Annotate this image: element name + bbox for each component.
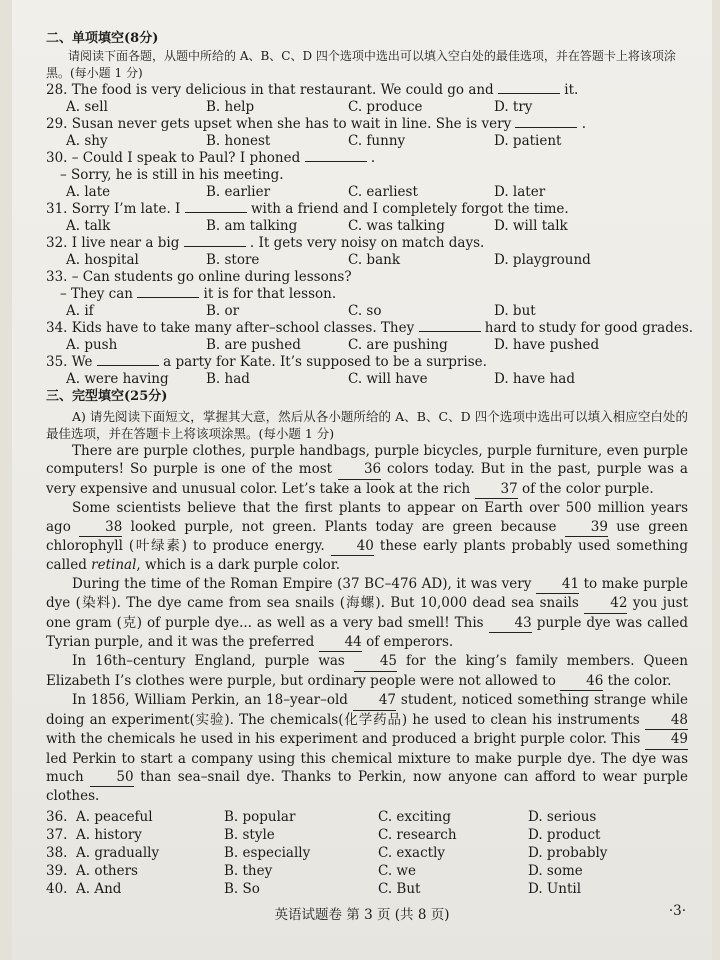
cloze-number: 36. [46, 808, 68, 825]
question-text: 32. I live near a big [46, 235, 184, 251]
option: B. honest [206, 133, 271, 149]
answer-blank [97, 365, 159, 366]
question-text: 33. – Can students go online during lessons? [46, 269, 352, 285]
question-stem-line2 [46, 286, 688, 303]
option: B. or [206, 303, 240, 319]
question-item [46, 235, 688, 269]
option: D. product [528, 826, 601, 843]
question-stem [46, 201, 688, 218]
cloze-number: 40. [46, 880, 68, 897]
option: B. they [224, 862, 273, 879]
answer-blank [185, 212, 247, 213]
question-text: 29. Susan never gets upset when she has to wait in line. She is very [46, 116, 516, 132]
option: C. funny [348, 133, 406, 149]
option: D. Until [528, 880, 582, 897]
passage-paragraph: During the time of the Roman Empire (37 BC–476 AD), it was very 41 to make purple dye (染料). The dye came from sea snails (海螺). But 10,000 dead sea snails 42 you just one gram (克) of purple dye... as well as a very bad smell! This 43 purple dye was called Tyrian purple, and it was the preferred 44 of emperors. [46, 575, 688, 653]
option: A. peaceful [76, 808, 153, 825]
answer-blank [419, 331, 481, 332]
option-row [46, 337, 688, 354]
option: D. later [494, 184, 546, 200]
question-text-after: with a friend and I completely forgot the time. [246, 201, 569, 217]
question-stem [46, 82, 688, 99]
option: C. we [378, 862, 416, 879]
option: B. am talking [206, 218, 298, 234]
answer-blank [305, 161, 367, 162]
passage-paragraph: In 16th–century England, purple was 45 for the king’s family members. Queen Elizabeth I’s clothes were purple, but ordinary people were not allowed to 46 the color. [46, 652, 688, 691]
question-text-after: . [366, 150, 376, 166]
question-item [46, 269, 688, 320]
question-stem-line2 [46, 167, 688, 184]
option: B. earlier [206, 184, 271, 200]
passage-paragraphs [46, 442, 688, 806]
question-stem [46, 354, 688, 371]
question-stem [46, 235, 688, 252]
option: C. so [348, 303, 382, 319]
question-stem [46, 320, 694, 337]
option: B. So [224, 880, 260, 897]
option: B. had [206, 371, 250, 387]
option: D. will talk [494, 218, 568, 234]
option: C. bank [348, 252, 400, 268]
passage-paragraph: In 1856, William Perkin, an 18–year–old 47 student, noticed something strange while doing an experiment(实验). The chemicals(化学药品) he used to clean his instruments 48 with the chemicals he used in his experiment and produced a bright purple color. This 49 led Perkin to start a company using this chemical mixture to make purple dye. The dye was much 50 than sea–snail dye. Thanks to Perkin, now anyone can afford to wear purple clothes. [46, 692, 688, 805]
cloze-option-row [46, 862, 688, 880]
answer-blank [184, 246, 246, 247]
option: D. have pushed [494, 337, 600, 353]
option: A. push [66, 337, 118, 353]
answer-blank [498, 93, 560, 94]
exam-page [12, 0, 712, 960]
option: D. some [528, 862, 583, 879]
cloze-blank: 45 [354, 652, 397, 671]
cloze-blank: 46 [560, 672, 603, 691]
option: A. were having [66, 371, 169, 387]
option: A. history [76, 826, 142, 843]
question-item [46, 201, 688, 235]
option-row [46, 371, 688, 388]
cloze-blank: 50 [90, 768, 133, 787]
option: B. especially [224, 844, 311, 861]
option: A. talk [66, 218, 111, 234]
italic-term: retinal [91, 557, 137, 574]
option: C. produce [348, 99, 423, 115]
cloze-blank: 43 [489, 614, 532, 633]
option: A. others [76, 862, 138, 879]
option: B. are pushed [206, 337, 301, 353]
option: C. are pushing [348, 337, 448, 353]
section3-instruction: A) 请先阅读下面短文，掌握其大意，然后从各小题所给的 A、B、C、D 四个选项中选出可以填入相应空白处的最佳选项，并在答题卡上将该项涂黑。(每小题 1 分) [46, 409, 688, 441]
question-text-after: it is for that lesson. [199, 286, 337, 302]
cloze-blank: 36 [338, 460, 381, 479]
question-item [46, 82, 688, 116]
cloze-blank: 39 [565, 518, 608, 537]
cloze-passage [46, 408, 688, 806]
question-text-after: . [577, 116, 587, 132]
option: D. have had [494, 371, 575, 387]
answer-blank [137, 297, 199, 298]
option: A. sell [66, 99, 108, 115]
option-row [46, 133, 688, 150]
cloze-number: 38. [46, 844, 68, 861]
option: C. exciting [378, 808, 451, 825]
answer-blank [515, 127, 577, 128]
question-text-after: hard to study for good grades. [480, 320, 694, 336]
option: C. research [378, 826, 457, 843]
question-item [46, 150, 688, 201]
cloze-option-row [46, 880, 688, 898]
option: C. was talking [348, 218, 445, 234]
question-text: 35. We [46, 354, 97, 370]
option: D. serious [528, 808, 597, 825]
option-row [46, 252, 688, 269]
cloze-blank: 44 [319, 633, 362, 652]
question-text: – Sorry, he is still in his meeting. [60, 167, 284, 183]
question-text-after: . It gets very noisy on match days. [245, 235, 485, 251]
cloze-blank: 47 [353, 691, 396, 710]
passage-paragraph: Some scientists believe that the first plants to appear on Earth over 500 million years ago 38 looked purple, not green. Plants today are green because 39 use green chlorophyll (叶绿素) to produce energy. 40 these early plants probably used something called retinal, which is a dark purple color. [46, 500, 688, 574]
cloze-blank: 40 [331, 537, 374, 556]
section3-title: 三、完型填空(25分) [46, 389, 168, 404]
option-row [46, 99, 688, 116]
option: D. but [494, 303, 536, 319]
option: D. playground [494, 252, 591, 268]
question-item [46, 116, 688, 150]
option: B. store [206, 252, 260, 268]
option: C. But [378, 880, 421, 897]
question-item [46, 354, 688, 388]
option: A. late [66, 184, 111, 200]
option-row [46, 303, 688, 320]
section2-instruction: 请阅读下面各题，从题中所给的 A、B、C、D 四个选项中选出可以填入空白处的最佳选项，并在答题卡上将该项涂黑。(每小题 1 分) [46, 49, 676, 80]
option: B. style [224, 826, 275, 843]
question-item [46, 320, 694, 354]
option: A. And [76, 880, 122, 897]
option: C. will have [348, 371, 428, 387]
cloze-option-row [46, 808, 688, 826]
passage-paragraph: There are purple clothes, purple handbags, purple bicycles, purple furniture, even purple computers! So purple is one of the most 36 colors today. But in the past, purple was a very expensive and unusual color. Let’s take a look at the rich 37 of the color purple. [46, 442, 688, 499]
option: A. hospital [66, 252, 139, 268]
page-number: ·3· [668, 903, 686, 919]
mcq-list [46, 82, 694, 388]
option: A. shy [66, 133, 108, 149]
option: A. gradually [76, 844, 160, 861]
question-text: 28. The food is very delicious in that restaurant. We could go and [46, 82, 498, 98]
option-row [46, 218, 688, 235]
cloze-options [46, 808, 688, 898]
option: A. if [66, 303, 94, 319]
option: B. help [206, 99, 255, 115]
cloze-blank: 49 [645, 730, 688, 749]
option: D. patient [494, 133, 562, 149]
cloze-blank: 37 [475, 480, 518, 499]
cloze-option-row [46, 826, 688, 844]
cloze-blank: 42 [584, 594, 627, 613]
page-footer: 英语试题卷 第 3 页 (共 8 页) [274, 907, 450, 923]
option: C. earliest [348, 184, 418, 200]
cloze-number: 37. [46, 826, 68, 843]
question-stem [46, 150, 688, 167]
question-stem [46, 269, 688, 286]
option: B. popular [224, 808, 296, 825]
question-text: 31. Sorry I’m late. I [46, 201, 185, 217]
question-text-after: it. [560, 82, 579, 98]
option: C. exactly [378, 844, 446, 861]
cloze-number: 39. [46, 862, 68, 879]
option: D. try [494, 99, 533, 115]
option: D. probably [528, 844, 608, 861]
option-row [46, 184, 688, 201]
cloze-blank: 41 [536, 575, 579, 594]
cloze-blank: 38 [79, 518, 122, 537]
question-stem [46, 116, 688, 133]
question-text: 30. – Could I speak to Paul? I phoned [46, 150, 305, 166]
question-text: – They can [60, 286, 138, 302]
question-text: 34. Kids have to take many after–school classes. They [46, 320, 419, 336]
section2-title: 二、单项填空(8分) [46, 31, 159, 46]
question-text-after: a party for Kate. It’s supposed to be a surprise. [158, 354, 487, 370]
cloze-option-row [46, 844, 688, 862]
cloze-blank: 48 [645, 711, 688, 730]
